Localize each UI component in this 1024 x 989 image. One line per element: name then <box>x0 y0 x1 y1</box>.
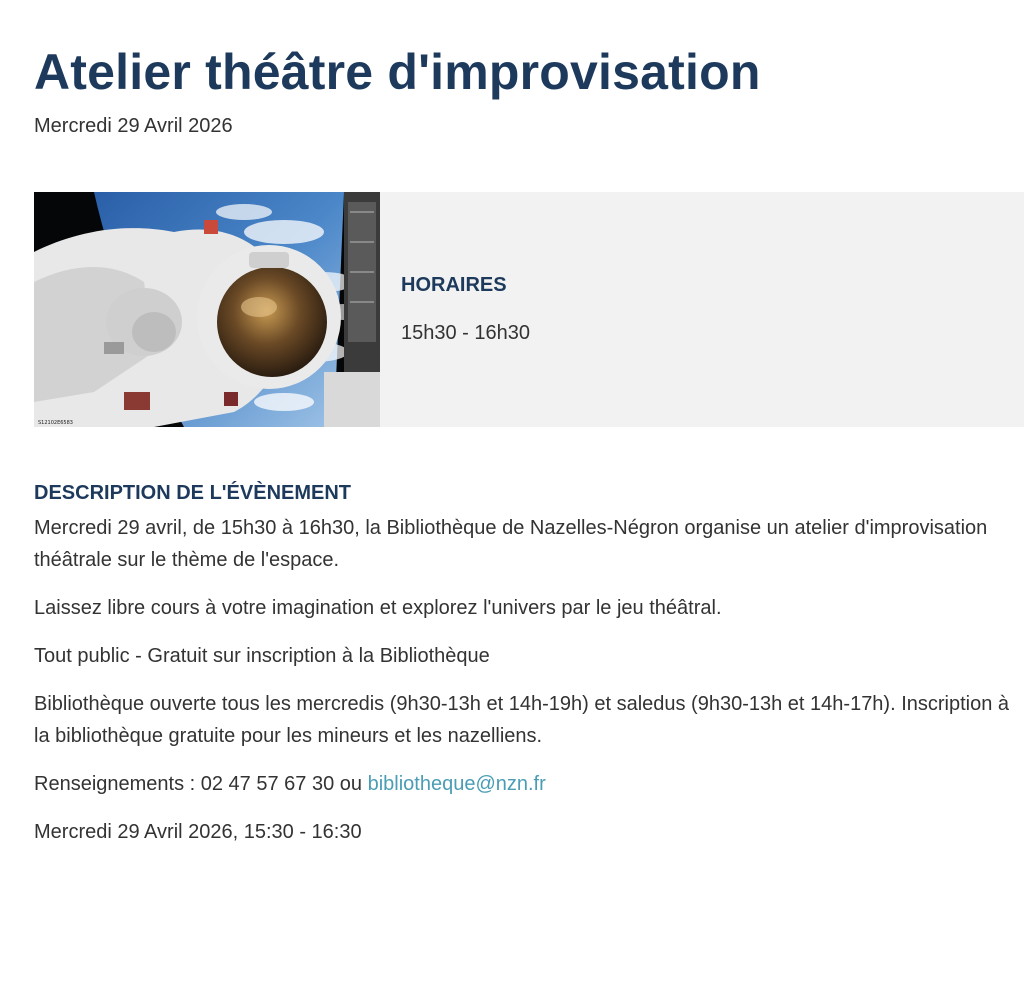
svg-text:S12102E6583: S12102E6583 <box>38 420 73 426</box>
description-title: DESCRIPTION DE L'ÉVÈNEMENT <box>34 482 352 504</box>
event-date: Mercredi 29 Avril 2026 <box>34 115 233 137</box>
page-title: Atelier théâtre d'improvisation <box>34 44 761 100</box>
hours-title: HORAIRES <box>401 274 507 296</box>
event-datetime: Mercredi 29 Avril 2026, 15:30 - 16:30 <box>34 821 362 843</box>
contact-email-link[interactable]: bibliotheque@nzn.fr <box>367 773 546 795</box>
description-paragraph-3: Tout public - Gratuit sur inscription à la Bibliothèque <box>34 645 490 667</box>
event-image <box>34 192 380 427</box>
event-info-panel <box>34 192 1024 427</box>
hours-value: 15h30 - 16h30 <box>401 322 531 344</box>
contact-line <box>34 768 1024 800</box>
event-description <box>34 480 1024 864</box>
description-paragraph-4: Bibliothèque ouverte tous les mercredis (9h30-13h et 14h-19h) et saledus (9h30-13h et 14h-17h). Inscription à la bibliothèque gratuite pour les mineurs et les nazelliens. <box>34 693 1010 747</box>
description-paragraph-2: Laissez libre cours à votre imagination et explorez l'univers par le jeu théâtral. <box>34 597 722 619</box>
contact-label: Renseignements : 02 47 57 67 30 ou <box>34 773 368 795</box>
description-paragraph-1: Mercredi 29 avril, de 15h30 à 16h30, la Bibliothèque de Nazelles-Négron organise un atelier d'improvisation théâtrale sur le thème de l'espace. <box>34 517 988 571</box>
